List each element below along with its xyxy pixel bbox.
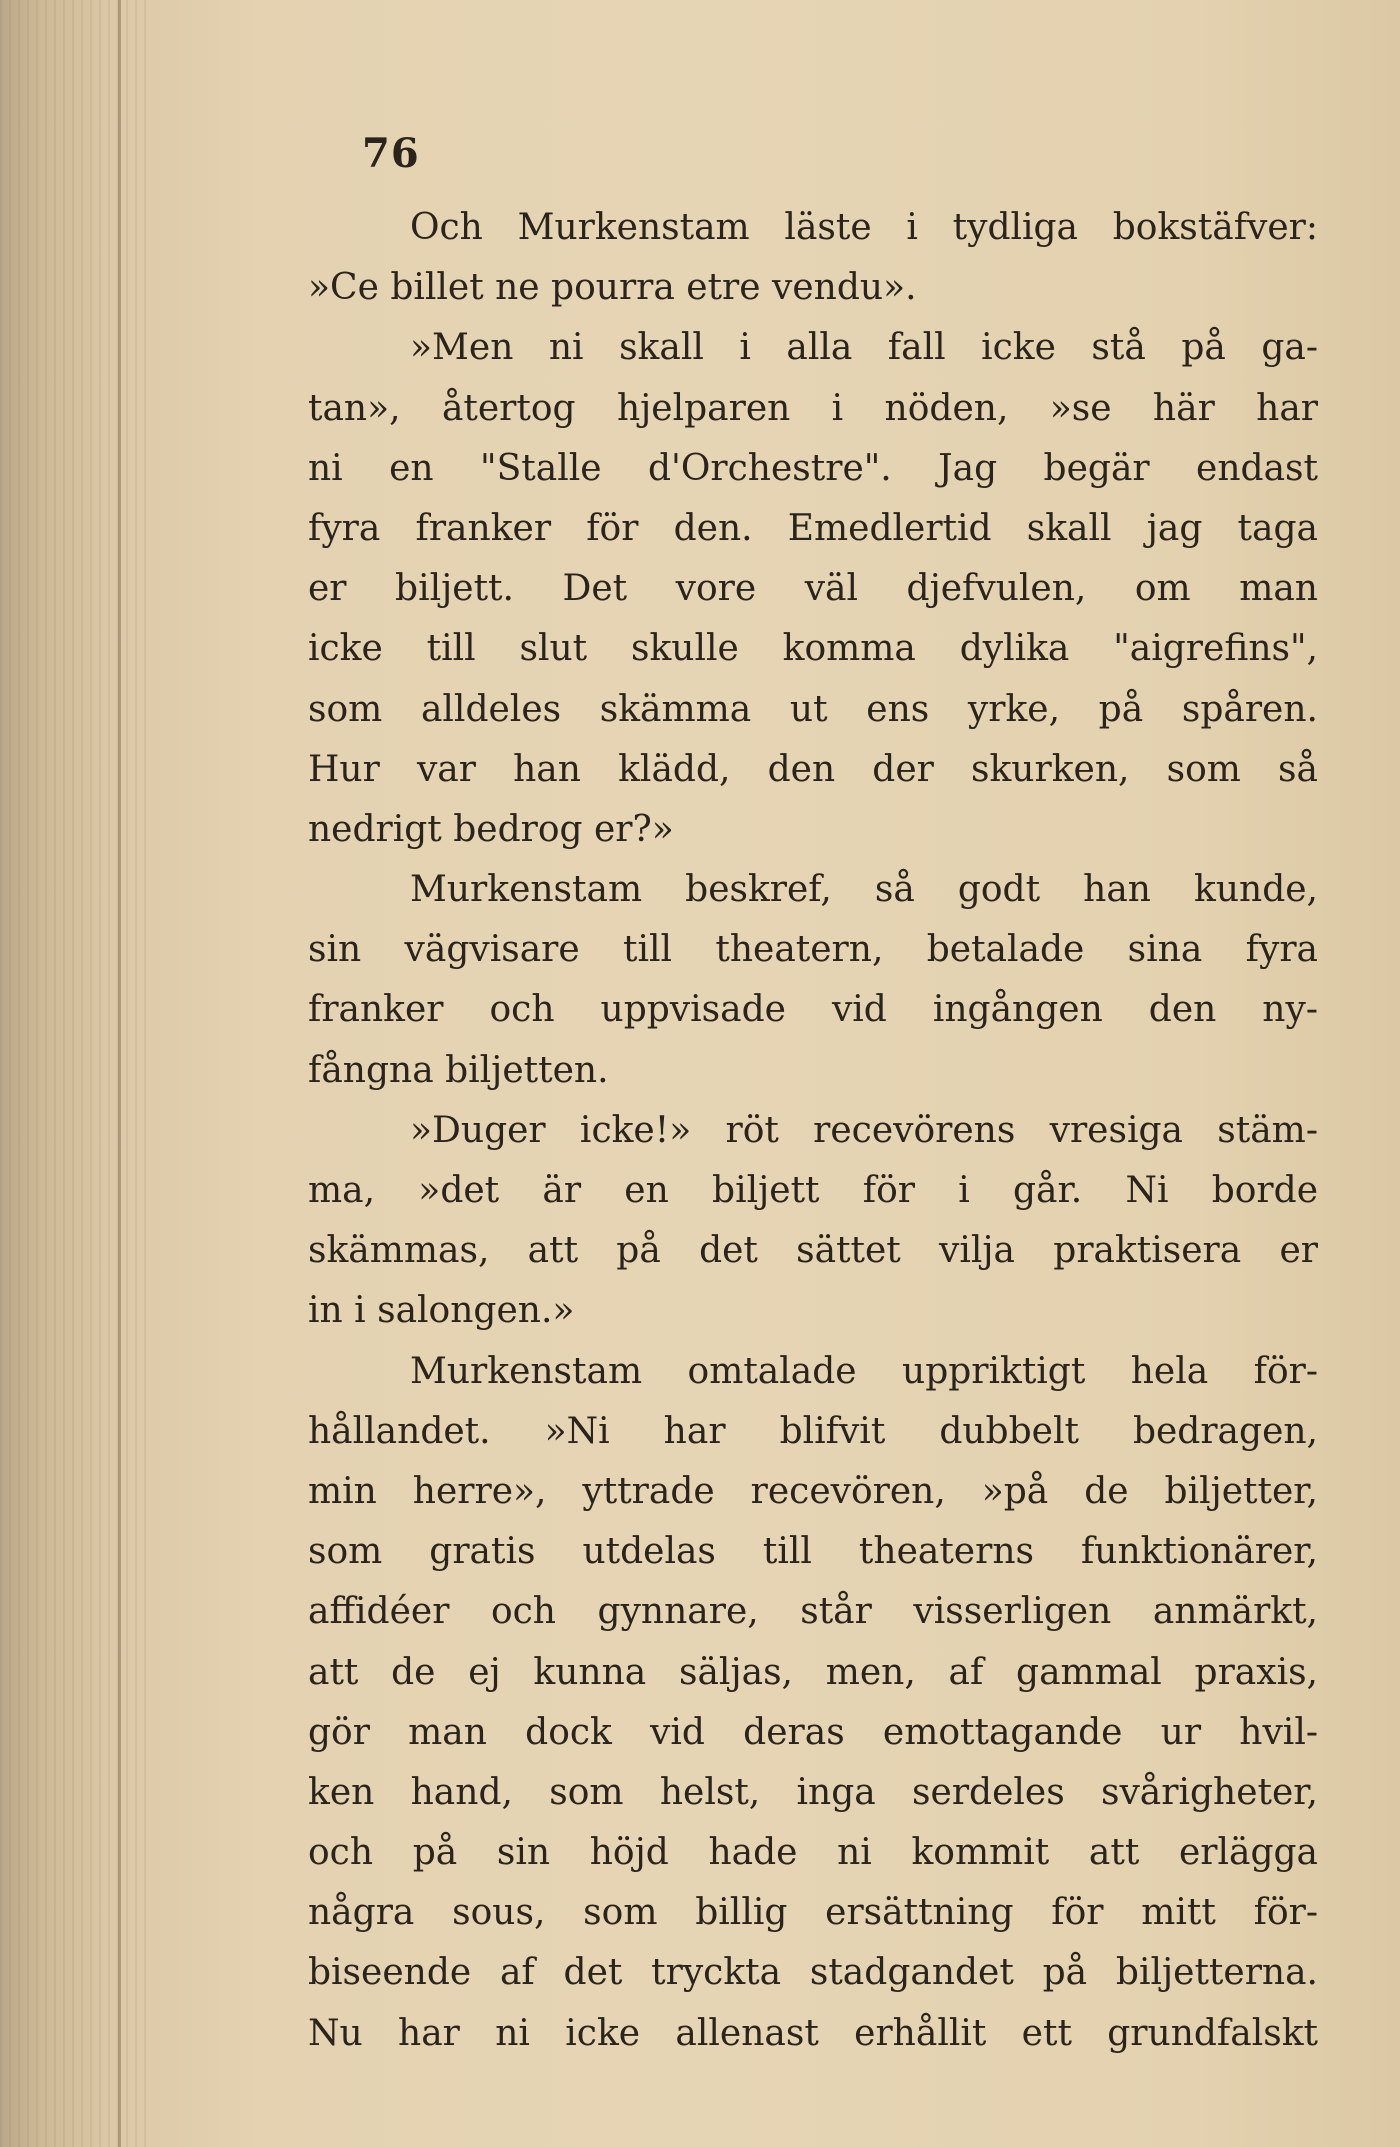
text-line: fyra franker för den. Emedlertid skall jag taga [308,507,1318,549]
text-line: min herre», yttrade recevören, »på de biljetter, [308,1470,1318,1512]
text-line: ma, »det är en biljett för i går. Ni borde [308,1170,1318,1211]
body-text [308,198,1318,2064]
text-line: skämmas, att på det sättet vilja praktisera er [308,1230,1318,1272]
text-line: franker och uppvisade vid ingången den ny- [308,989,1318,1031]
text-line: er biljett. Det vore väl djefvulen, om man [308,568,1318,610]
text-line: och på sin höjd hade ni kommit att erlägga [308,1832,1318,1874]
text-line: nedrigt bedrog er?» [308,808,674,850]
text-line: »Men ni skall i alla fall icke stå på ga- [410,327,1318,369]
page-number: 76 [362,130,420,177]
text-line: hållandet. »Ni har blifvit dubbelt bedragen, [308,1410,1318,1452]
text-line: som gratis utdelas till theaterns funktionärer, [308,1531,1318,1573]
text-line: biseende af det tryckta stadgandet på biljetterna. [308,1952,1318,1994]
text-line: icke till slut skulle komma dylika "aigrefins", [308,628,1318,670]
page-binding-edge [118,0,121,2147]
text-line: »Ce billet ne pourra etre vendu». [308,267,917,309]
text-line: tan», återtog hjelparen i nöden, »se här har [308,387,1318,429]
text-line: ken hand, som helst, inga serdeles svårigheter, [308,1771,1318,1813]
text-line: att de ej kunna säljas, men, af gammal praxis, [308,1651,1318,1693]
text-line: Murkenstam beskref, så godt han kunde, [410,869,1318,911]
text-line: gör man dock vid deras emottagande ur hvil- [308,1711,1318,1753]
text-line: några sous, som billig ersättning för mitt för- [308,1892,1318,1934]
text-line: in i salongen.» [308,1290,575,1332]
text-line: Nu har ni icke allenast erhållit ett grundfalskt [308,2012,1318,2054]
text-line: sin vägvisare till theatern, betalade sina fyra [308,929,1318,971]
text-line: Och Murkenstam läste i tydliga bokstäfver: [410,207,1318,248]
text-line: Murkenstam omtalade uppriktigt hela för- [410,1350,1318,1392]
text-line: Hur var han klädd, den der skurken, som så [308,748,1318,790]
text-line: affidéer och gynnare, står visserligen anmärkt, [308,1591,1318,1633]
text-line: ni en "Stalle d'Orchestre". Jag begär endast [308,447,1318,489]
text-line: fångna biljetten. [308,1049,609,1091]
text-line: som alldeles skämma ut ens yrke, på spåren. [308,688,1318,730]
text-line: »Duger icke!» röt recevörens vresiga stäm- [410,1109,1318,1151]
page-binding-shadow [0,0,150,2147]
